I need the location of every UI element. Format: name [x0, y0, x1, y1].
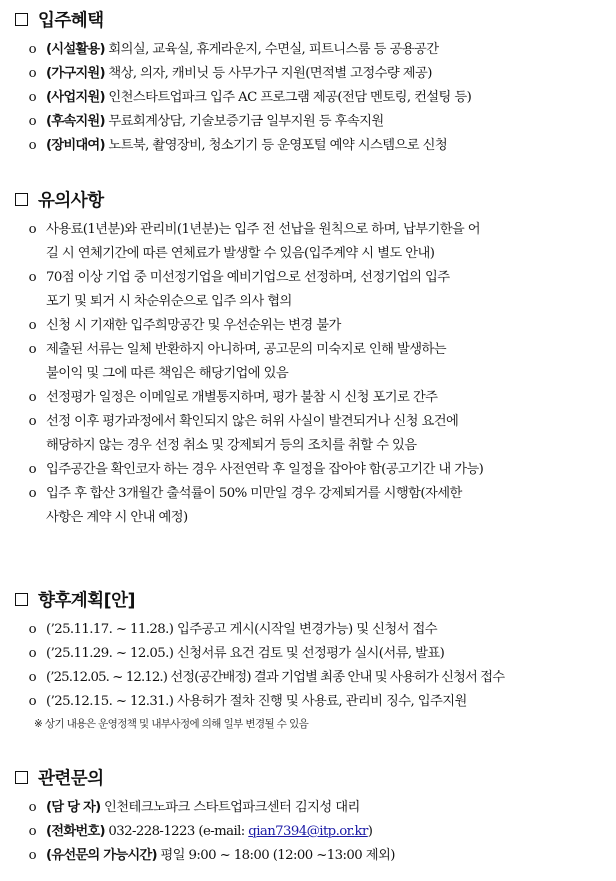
item-line: 70점 이상 기업 중 미선정기업을 예비기업으로 선정하며, 선정기업의 입주	[46, 270, 450, 285]
bullet: o	[28, 222, 36, 237]
list-item	[0, 110, 616, 134]
bullet: o	[28, 342, 36, 357]
item-line: 사용료(1년분)와 관리비(1년분)는 입주 전 선납을 원칙으로 하며, 납부기한을 어	[46, 222, 481, 237]
item-line: 불이익 및 그에 따른 책임은 해당기업에 있음	[46, 366, 289, 381]
item-line: 입주 후 합산 3개월간 출석률이 50% 미만일 경우 강제퇴거를 시행함(자세한	[46, 486, 462, 501]
bullet: o	[28, 42, 36, 57]
contact-item	[0, 844, 616, 868]
contact-value: 평일 9:00 ~ 18:00 (12:00 ~13:00 제외)	[160, 848, 395, 863]
bullet: o	[28, 90, 36, 105]
checkbox-square-icon	[15, 13, 28, 26]
item-tag: (시설활용)	[46, 42, 105, 57]
checkbox-square-icon	[15, 771, 28, 784]
bullet: o	[28, 670, 36, 685]
schedule-item	[0, 618, 616, 642]
section-schedule	[0, 586, 616, 734]
bullet: o	[28, 646, 36, 661]
contact-label: (전화번호)	[46, 824, 105, 839]
list-item	[0, 482, 616, 530]
item-tag: (가구지원)	[46, 66, 105, 81]
item-line: 포기 및 퇴거 시 차순위순으로 입주 의사 협의	[46, 294, 292, 309]
bullet: o	[28, 114, 36, 129]
bullet: o	[28, 462, 36, 477]
list-item	[0, 218, 616, 266]
item-line: 사항은 계약 시 안내 예정)	[46, 510, 188, 525]
item-tag: (사업지원)	[46, 90, 105, 105]
list-item	[0, 386, 616, 410]
contact-item	[0, 820, 616, 844]
schedule-date: (’25.12.15. ~ 12.31.)	[46, 694, 174, 709]
section-benefits	[0, 6, 616, 158]
checkbox-square-icon	[15, 193, 28, 206]
item-text: 무료회계상담, 기술보증기금 일부지원 등 후속지원	[108, 114, 384, 129]
bullet: o	[28, 66, 36, 81]
schedule-date: (’25.11.29. ~ 12.05.)	[46, 646, 174, 661]
bullet: o	[28, 824, 36, 839]
list-item	[0, 410, 616, 458]
checkbox-square-icon	[15, 593, 28, 606]
schedule-text: 사용허가 절차 진행 및 사용료, 관리비 징수, 입주지원	[176, 694, 467, 709]
item-line: 길 시 연체기간에 따른 연체료가 발생할 수 있음(입주계약 시 별도 안내)	[46, 246, 435, 261]
bullet: o	[28, 414, 36, 429]
section-contact	[0, 764, 616, 868]
contact-label: (유선문의 가능시간)	[46, 848, 157, 863]
schedule-date: (’25.11.17. ~ 11.28.)	[46, 622, 174, 637]
item-line: 해당하지 않는 경우 선정 취소 및 강제퇴거 등의 조치를 취할 수 있음	[46, 438, 417, 453]
section-heading	[0, 186, 616, 212]
list-item	[0, 458, 616, 482]
list-item	[0, 86, 616, 110]
list-item	[0, 134, 616, 158]
schedule-text: 신청서류 요건 검토 및 선정평가 실시(서류, 발표)	[176, 646, 445, 661]
item-line: 제출된 서류는 일체 반환하지 아니하며, 공고문의 미숙지로 인해 발생하는	[46, 342, 446, 357]
schedule-date: (’25.12.05. ~ 12.12.)	[46, 670, 168, 685]
item-text: 인천스타트업파크 입주 AC 프로그램 제공(전담 멘토링, 컨설팅 등)	[108, 90, 472, 105]
section-heading	[0, 764, 616, 790]
list-item	[0, 338, 616, 386]
schedule-text: 선정(공간배정) 결과 기업별 최종 안내 및 사용허가 신청서 접수	[170, 670, 505, 685]
contact-close: )	[367, 824, 373, 839]
bullet: o	[28, 622, 36, 637]
item-line: 선정 이후 평가과정에서 확인되지 않은 허위 사실이 발견되거나 신청 요건에	[46, 414, 459, 429]
item-tag: (장비대여)	[46, 138, 105, 153]
list-item	[0, 38, 616, 62]
item-line: 입주공간을 확인코자 하는 경우 사전연락 후 일정을 잡아야 함(공고기간 내 가능)	[46, 462, 484, 477]
list-item	[0, 62, 616, 86]
section-title: 관련문의	[38, 768, 104, 789]
bullet: o	[28, 848, 36, 863]
item-tag: (후속지원)	[46, 114, 105, 129]
schedule-item	[0, 690, 616, 714]
section-title: 입주혜택	[38, 10, 104, 31]
item-text: 노트북, 촬영장비, 청소기기 등 운영포털 예약 시스템으로 신청	[108, 138, 448, 153]
schedule-item	[0, 666, 616, 690]
section-heading	[0, 6, 616, 32]
contact-item	[0, 796, 616, 820]
contact-value: 인천테크노파크 스타트업파크센터 김지성 대리	[104, 800, 360, 815]
email-link[interactable]: qian7394@itp.or.kr	[248, 824, 368, 839]
section-notices	[0, 186, 616, 530]
list-item	[0, 314, 616, 338]
list-item	[0, 266, 616, 314]
contact-label: (담 당 자)	[46, 800, 101, 815]
bullet: o	[28, 270, 36, 285]
section-heading	[0, 586, 616, 612]
bullet: o	[28, 486, 36, 501]
section-title: 향후계획[안]	[38, 590, 136, 611]
bullet: o	[28, 390, 36, 405]
bullet: o	[28, 138, 36, 153]
bullet: o	[28, 694, 36, 709]
bullet: o	[28, 318, 36, 333]
item-text: 회의실, 교육실, 휴게라운지, 수면실, 피트니스룸 등 공용공간	[108, 42, 439, 57]
item-text: 책상, 의자, 캐비닛 등 사무가구 지원(면적별 고정수량 제공)	[108, 66, 432, 81]
schedule-item	[0, 642, 616, 666]
schedule-text: 입주공고 게시(시작일 변경가능) 및 신청서 접수	[176, 622, 437, 637]
section-title: 유의사항	[38, 190, 104, 211]
item-line: 선정평가 일정은 이메일로 개별통지하며, 평가 불참 시 신청 포기로 간주	[46, 390, 438, 405]
contact-value: 032-228-1223 (e-mail:	[108, 824, 249, 839]
schedule-note: ※ 상기 내용은 운영정책 및 내부사정에 의해 일부 변경될 수 있음	[34, 718, 309, 730]
item-line: 신청 시 기재한 입주희망공간 및 우선순위는 변경 불가	[46, 318, 341, 333]
bullet: o	[28, 800, 36, 815]
